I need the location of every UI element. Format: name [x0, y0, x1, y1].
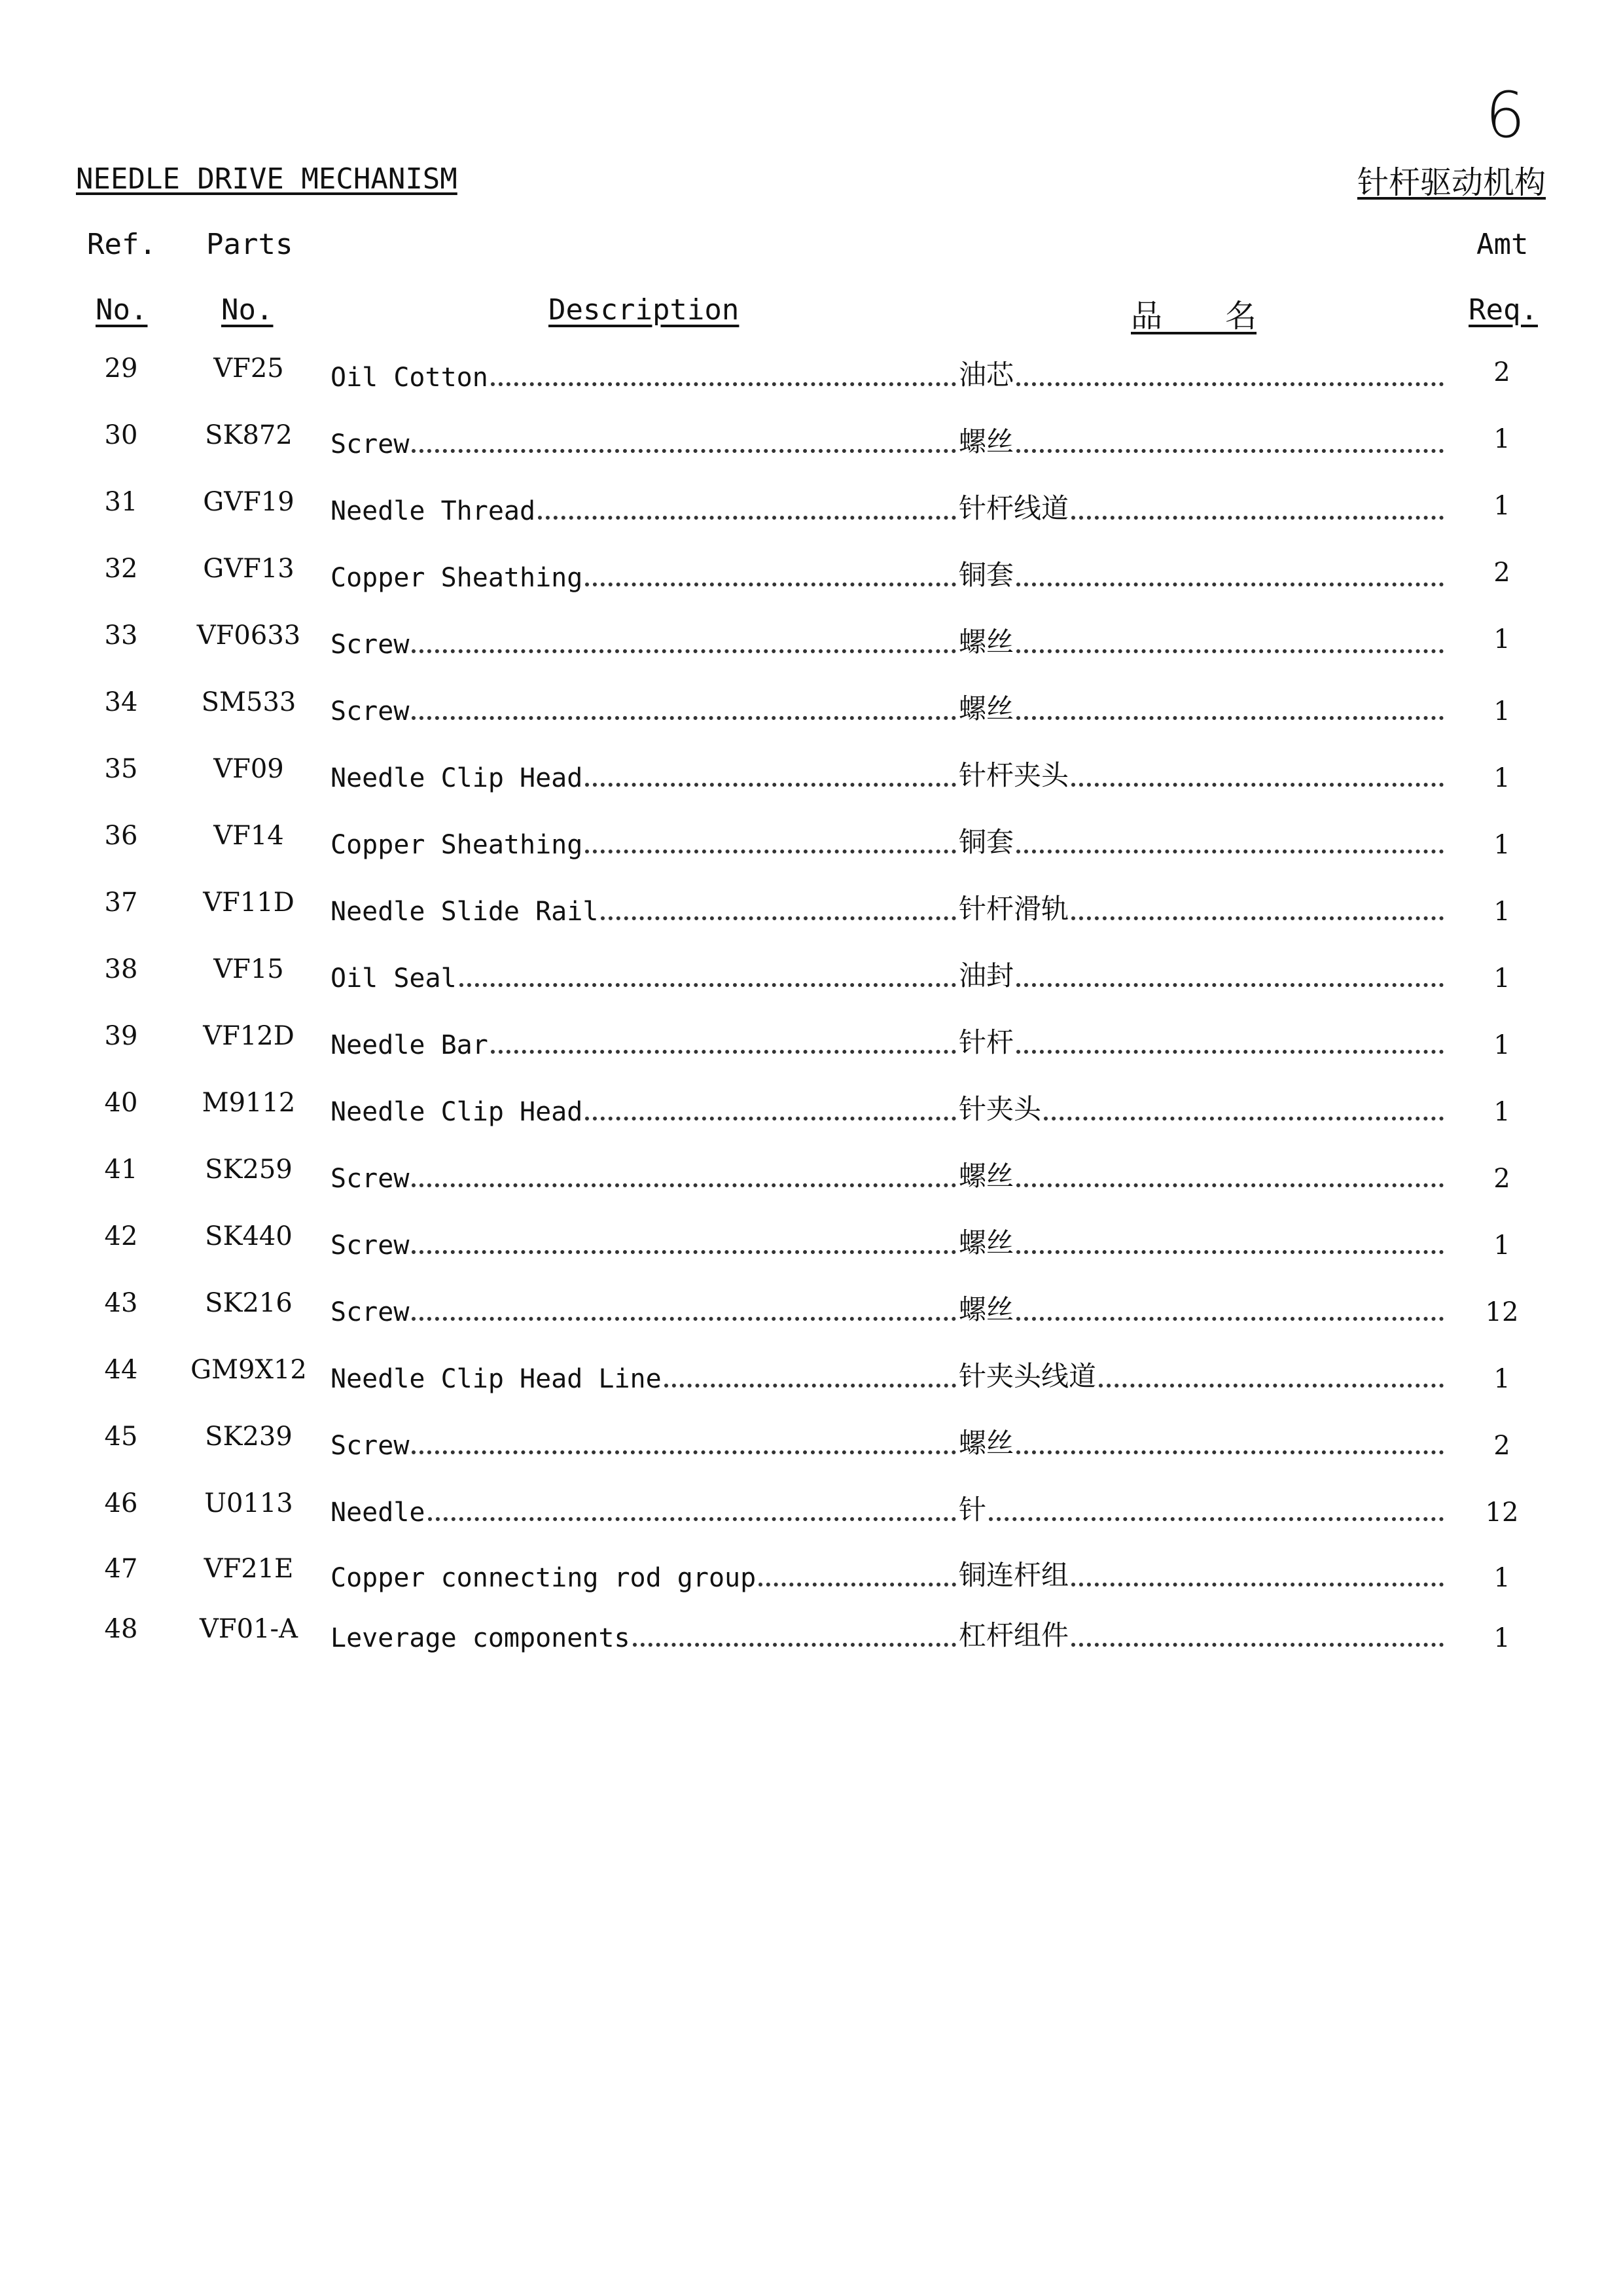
description-text: Screw — [330, 1164, 410, 1194]
table-row — [0, 1355, 1623, 1407]
dot-leader — [412, 716, 956, 720]
chinese-name-cell — [959, 1355, 1446, 1394]
amount-required: 1 — [1493, 830, 1510, 860]
chinese-name-cell — [959, 1155, 1446, 1194]
description-cell — [330, 888, 959, 927]
description-text: Needle Slide Rail — [330, 897, 599, 927]
part-number: SK872 — [205, 420, 293, 450]
dot-leader — [633, 1643, 956, 1647]
description-cell — [330, 687, 959, 726]
chinese-name-text: 螺丝 — [959, 425, 1014, 457]
chinese-name-text: 杠杆组件 — [959, 1619, 1069, 1651]
chinese-name-cell — [959, 487, 1446, 526]
part-number: SK239 — [205, 1422, 293, 1452]
description-text: Copper Sheathing — [330, 830, 583, 860]
dot-leader — [1016, 1050, 1444, 1054]
chinese-name-cell — [959, 1288, 1446, 1327]
chinese-name-text: 螺丝 — [959, 626, 1014, 658]
chinese-name-cell — [959, 687, 1446, 726]
amount-required: 12 — [1485, 1297, 1519, 1327]
chinese-name-text: 铜套 — [959, 559, 1014, 591]
description-cell — [330, 821, 959, 860]
table-row — [0, 1088, 1623, 1140]
table-row — [0, 1554, 1623, 1606]
description-text: Copper Sheathing — [330, 563, 583, 593]
description-text: Screw — [330, 630, 410, 660]
dot-leader — [412, 1450, 956, 1454]
dot-leader — [412, 449, 956, 453]
description-cell — [330, 1422, 959, 1461]
description-cell — [330, 487, 959, 526]
amount-required: 1 — [1493, 424, 1510, 454]
chinese-name-cell — [959, 1221, 1446, 1261]
ref-number: 39 — [104, 1021, 138, 1051]
dot-leader — [1016, 449, 1444, 453]
chinese-name-text: 螺丝 — [959, 1293, 1014, 1325]
table-row — [0, 353, 1623, 406]
ref-number: 36 — [104, 821, 138, 851]
chinese-name-text: 螺丝 — [959, 1227, 1014, 1259]
dot-leader — [412, 1183, 956, 1187]
chinese-name-text: 铜连杆组 — [959, 1559, 1069, 1591]
header-ref-no: No. — [96, 293, 148, 327]
table-row — [0, 420, 1623, 473]
chinese-name-cell — [959, 954, 1446, 994]
chinese-name-cell — [959, 888, 1446, 927]
dot-leader — [585, 583, 956, 586]
amount-required: 1 — [1493, 1364, 1510, 1394]
description-text: Needle Bar — [330, 1030, 488, 1060]
amount-required: 2 — [1493, 558, 1510, 588]
dot-leader — [412, 1250, 956, 1254]
amount-required: 1 — [1493, 963, 1510, 994]
table-row — [0, 954, 1623, 1007]
amount-required: 1 — [1493, 1097, 1510, 1127]
dot-leader — [1016, 583, 1444, 586]
ref-number: 37 — [104, 888, 138, 918]
ref-number: 45 — [104, 1422, 138, 1452]
table-row — [0, 1221, 1623, 1274]
amount-required: 12 — [1485, 1498, 1519, 1528]
description-cell — [330, 1488, 959, 1528]
description-text: Needle Thread — [330, 496, 536, 526]
part-number: U0113 — [204, 1488, 293, 1518]
dot-leader — [459, 983, 956, 987]
header-description: Description — [548, 293, 740, 327]
header-amt-line1: Amt — [1476, 228, 1529, 261]
part-number: VF14 — [213, 821, 284, 851]
table-row — [0, 620, 1623, 673]
chinese-name-cell — [959, 1422, 1446, 1461]
description-text: Screw — [330, 1431, 410, 1461]
ref-number: 43 — [104, 1288, 138, 1318]
header-parts-line1: Parts — [206, 228, 293, 261]
chinese-name-text: 针杆线道 — [959, 492, 1069, 524]
description-text: Oil Cotton — [330, 363, 488, 393]
dot-leader — [664, 1384, 956, 1388]
ref-number: 34 — [104, 687, 138, 717]
amount-required: 2 — [1493, 1431, 1510, 1461]
section-title-english: NEEDLE DRIVE MECHANISM — [76, 162, 457, 196]
part-number: VF25 — [213, 353, 284, 384]
table-row — [0, 487, 1623, 539]
dot-leader — [428, 1517, 957, 1521]
chinese-name-cell — [959, 1554, 1446, 1593]
chinese-name-cell — [959, 420, 1446, 459]
header-parts-no: No. — [221, 293, 274, 327]
part-number: VF21E — [204, 1554, 294, 1584]
ref-number: 48 — [104, 1614, 138, 1644]
amount-required: 1 — [1493, 696, 1510, 726]
chinese-name-text: 螺丝 — [959, 1427, 1014, 1459]
dot-leader — [412, 1317, 956, 1321]
chinese-name-text: 螺丝 — [959, 1160, 1014, 1192]
table-row — [0, 1288, 1623, 1340]
ref-number: 32 — [104, 554, 138, 584]
dot-leader — [989, 1517, 1444, 1521]
dot-leader — [1016, 850, 1444, 853]
table-row — [0, 687, 1623, 740]
dot-leader — [538, 516, 956, 520]
page-number: 6 — [1485, 79, 1525, 152]
description-text: Copper connecting rod group — [330, 1563, 757, 1593]
ref-number: 38 — [104, 954, 138, 984]
chinese-name-cell — [959, 1614, 1446, 1653]
ref-number: 41 — [104, 1155, 138, 1185]
ref-number: 31 — [104, 487, 138, 517]
part-number: SK440 — [205, 1221, 293, 1251]
part-number: M9112 — [202, 1088, 296, 1118]
part-number: SM533 — [201, 687, 296, 717]
part-number: VF11D — [203, 888, 294, 918]
description-cell — [330, 1355, 959, 1394]
part-number: SK259 — [205, 1155, 293, 1185]
chinese-name-text: 铜套 — [959, 826, 1014, 858]
part-number: GVF13 — [203, 554, 294, 584]
amount-required: 2 — [1493, 357, 1510, 387]
dot-leader — [1016, 716, 1444, 720]
chinese-name-text: 油封 — [959, 960, 1014, 992]
description-text: Screw — [330, 696, 410, 726]
description-cell — [330, 1288, 959, 1327]
dot-leader — [1016, 1183, 1444, 1187]
description-cell — [330, 1614, 959, 1653]
description-text: Needle — [330, 1498, 425, 1528]
chinese-name-text: 针杆滑轨 — [959, 893, 1069, 925]
ref-number: 47 — [104, 1554, 138, 1584]
dot-leader — [412, 649, 956, 653]
chinese-name-text: 针夹头 — [959, 1093, 1042, 1125]
ref-number: 44 — [104, 1355, 138, 1385]
amount-required: 1 — [1493, 1030, 1510, 1060]
table-row — [0, 1488, 1623, 1541]
dot-leader — [1071, 516, 1444, 520]
header-chinese-name: 品 名 — [1131, 298, 1257, 334]
ref-number: 40 — [104, 1088, 138, 1118]
description-cell — [330, 1088, 959, 1127]
ref-number: 33 — [104, 620, 138, 651]
dot-leader — [1071, 1583, 1444, 1587]
chinese-name-text: 油芯 — [959, 359, 1014, 391]
chinese-name-text: 针夹头线道 — [959, 1360, 1097, 1392]
description-cell — [330, 620, 959, 660]
description-cell — [330, 954, 959, 994]
ref-number: 46 — [104, 1488, 138, 1518]
part-number: VF01-A — [200, 1614, 298, 1644]
part-number: SK216 — [205, 1288, 293, 1318]
chinese-name-cell — [959, 1088, 1446, 1127]
chinese-name-cell — [959, 353, 1446, 393]
part-number: GVF19 — [203, 487, 294, 517]
description-text: Screw — [330, 1297, 410, 1327]
chinese-name-cell — [959, 554, 1446, 593]
part-number: VF12D — [203, 1021, 294, 1051]
chinese-name-cell — [959, 1488, 1446, 1528]
dot-leader — [1016, 1317, 1444, 1321]
dot-leader — [1016, 983, 1444, 987]
description-text: Needle Clip Head — [330, 1097, 583, 1127]
dot-leader — [585, 1117, 956, 1121]
description-cell — [330, 554, 959, 593]
chinese-name-cell — [959, 754, 1446, 793]
description-cell — [330, 1155, 959, 1194]
header-amt-req: Req. — [1469, 293, 1538, 327]
part-number: GM9X12 — [190, 1355, 307, 1385]
description-text: Leverage components — [330, 1623, 630, 1653]
description-text: Needle Clip Head — [330, 763, 583, 793]
dot-leader — [1016, 1450, 1444, 1454]
description-cell — [330, 353, 959, 393]
description-cell — [330, 420, 959, 459]
table-row — [0, 754, 1623, 806]
table-row — [0, 888, 1623, 940]
table-row — [0, 1155, 1623, 1207]
dot-leader — [491, 1050, 956, 1054]
ref-number: 30 — [104, 420, 138, 450]
dot-leader — [1071, 916, 1444, 920]
table-row — [0, 821, 1623, 873]
dot-leader — [1044, 1117, 1444, 1121]
amount-required: 1 — [1493, 1230, 1510, 1261]
amount-required: 2 — [1493, 1164, 1510, 1194]
header-ref-line1: Ref. — [87, 228, 156, 261]
chinese-name-cell — [959, 821, 1446, 860]
dot-leader — [1071, 783, 1444, 787]
dot-leader — [758, 1583, 956, 1587]
dot-leader — [585, 850, 956, 853]
dot-leader — [1016, 382, 1444, 386]
description-text: Screw — [330, 429, 410, 459]
description-text: Needle Clip Head Line — [330, 1364, 662, 1394]
description-cell — [330, 754, 959, 793]
chinese-name-text: 针杆 — [959, 1026, 1014, 1058]
description-text: Screw — [330, 1230, 410, 1261]
ref-number: 35 — [104, 754, 138, 784]
amount-required: 1 — [1493, 1563, 1510, 1593]
ref-number: 29 — [104, 353, 138, 384]
dot-leader — [1016, 1250, 1444, 1254]
amount-required: 1 — [1493, 1623, 1510, 1653]
table-row — [0, 1422, 1623, 1474]
dot-leader — [1016, 649, 1444, 653]
description-cell — [330, 1021, 959, 1060]
dot-leader — [1071, 1643, 1444, 1647]
amount-required: 1 — [1493, 897, 1510, 927]
amount-required: 1 — [1493, 763, 1510, 793]
part-number: VF15 — [213, 954, 284, 984]
chinese-name-text: 螺丝 — [959, 692, 1014, 725]
part-number: VF0633 — [196, 620, 301, 651]
dot-leader — [1099, 1384, 1444, 1388]
dot-leader — [585, 783, 956, 787]
chinese-name-cell — [959, 620, 1446, 660]
chinese-name-cell — [959, 1021, 1446, 1060]
chinese-name-text: 针 — [959, 1494, 987, 1526]
part-number: VF09 — [213, 754, 284, 784]
amount-required: 1 — [1493, 491, 1510, 521]
description-cell — [330, 1554, 959, 1593]
amount-required: 1 — [1493, 624, 1510, 655]
description-text: Oil Seal — [330, 963, 457, 994]
chinese-name-text: 针杆夹头 — [959, 759, 1069, 791]
ref-number: 42 — [104, 1221, 138, 1251]
table-row — [0, 554, 1623, 606]
description-cell — [330, 1221, 959, 1261]
dot-leader — [491, 382, 956, 386]
section-title-chinese: 针杆驱动机构 — [1357, 164, 1546, 201]
dot-leader — [601, 916, 956, 920]
table-row — [0, 1021, 1623, 1073]
table-row — [0, 1614, 1623, 1666]
